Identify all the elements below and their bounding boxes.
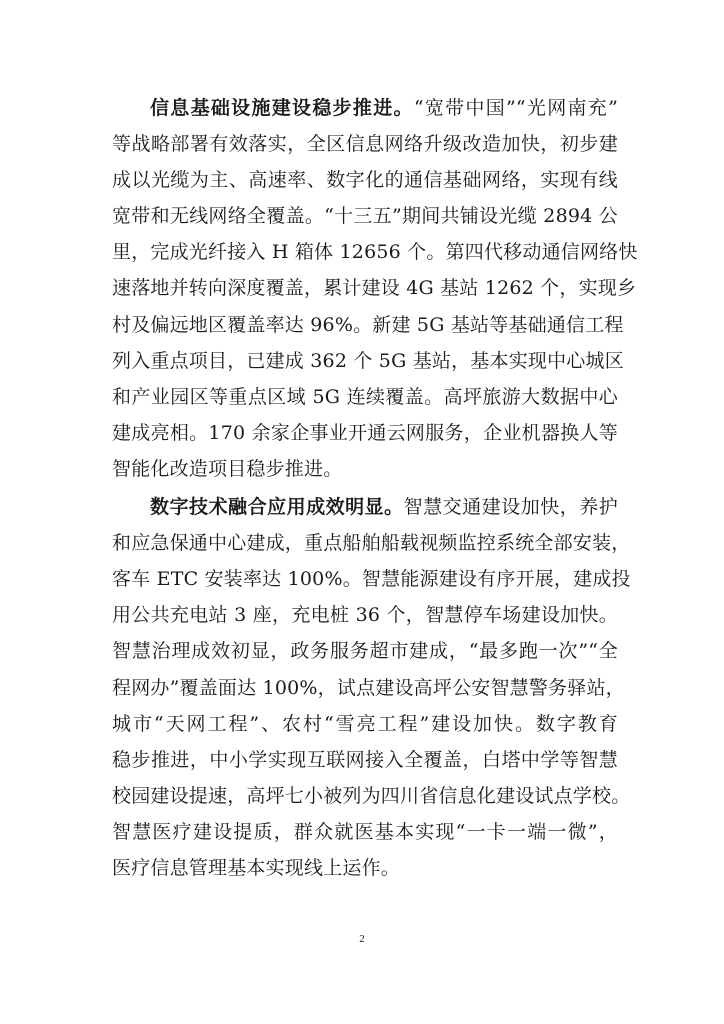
document-body xyxy=(112,90,638,886)
text-line: 等战略部署有效落实，全区信息网络升级改造加快，初步建 xyxy=(112,133,618,156)
text-line: 和产业园区等重点区域 5G 连续覆盖。高坪旅游大数据中心 xyxy=(112,385,618,408)
text-line: 校园建设提速，高坪七小被列为四川省信息化建设试点学校。 xyxy=(112,784,631,807)
text-line xyxy=(112,489,618,525)
text-line: 和应急保通中心建成，重点船舶船载视频监控系统全部安装， xyxy=(112,532,631,555)
text-line: 建成亮相。170 余家企事业开通云网服务，企业机器换人等 xyxy=(112,421,618,444)
text-line: 客车 ETC 安装率达 100%。智慧能源建设有序开展，建成投 xyxy=(112,568,631,591)
page-number: 2 xyxy=(359,933,365,945)
text-line: 宽带和无线网络全覆盖。“十三五”期间共铺设光缆 2894 公 xyxy=(112,205,618,228)
text-line: 稳步推进，中小学实现互联网接入全覆盖，白塔中学等智慧 xyxy=(112,748,618,771)
section-heading: 信息基础设施建设稳步推进。 xyxy=(150,97,414,119)
text-line: 智能化改造项目稳步推进。 xyxy=(112,457,343,480)
text-line: 程网办”覆盖面达 100%，试点建设高坪公安智慧警务驿站， xyxy=(112,676,625,699)
text-line: 列入重点项目，已建成 362 个 5G 基站，基本实现中心城区 xyxy=(112,349,624,372)
text-line: 城市“天网工程”、农村“雪亮工程”建设加快。数字教育 xyxy=(112,712,618,735)
text-line xyxy=(112,90,618,126)
paragraph-infrastructure xyxy=(112,90,638,487)
text-line: 智慧医疗建设提质，群众就医基本实现“一卡一端一微”， xyxy=(112,820,618,843)
text-line: 医疗信息管理基本实现线上运作。 xyxy=(112,856,401,879)
text-line: 智慧治理成效初显，政务服务超市建成，“最多跑一次”“全 xyxy=(112,640,618,663)
section-heading: 数字技术融合应用成效明显。 xyxy=(150,496,404,519)
text-span: “宽带中国”“光网南充” xyxy=(413,97,618,119)
paragraph-digital-technology xyxy=(112,489,631,886)
text-line: 里，完成光纤接入 H 箱体 12656 个。第四代移动通信网络快 xyxy=(112,241,638,264)
text-span: 智慧交通建设加快，养护 xyxy=(403,496,618,519)
text-line: 用公共充电站 3 座，充电桩 36 个，智慧停车场建设加快。 xyxy=(112,604,618,627)
text-line: 成以光缆为主、高速率、数字化的通信基础网络，实现有线 xyxy=(112,169,618,192)
text-line: 速落地并转向深度覆盖，累计建设 4G 基站 1262 个，实现乡 xyxy=(112,277,637,300)
text-line: 村及偏远地区覆盖率达 96%。新建 5G 基站等基础通信工程 xyxy=(112,313,624,336)
